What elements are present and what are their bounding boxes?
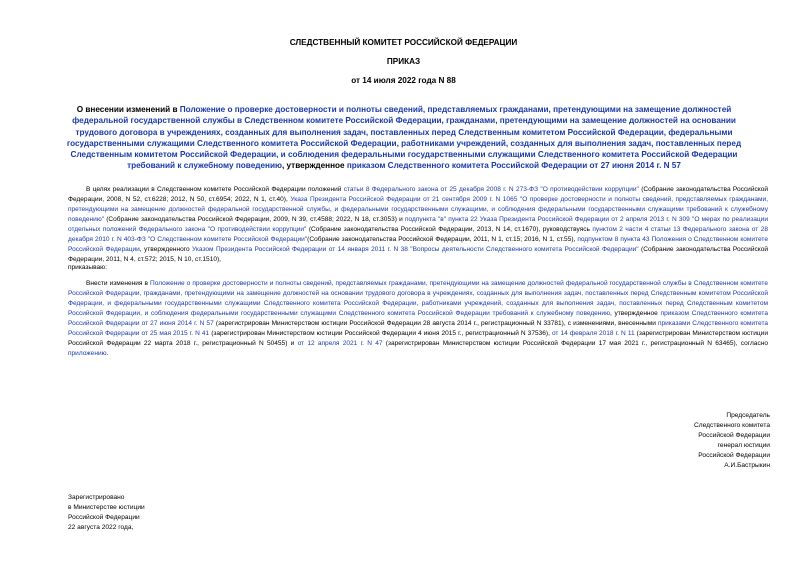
orders-word: приказываю: — [68, 264, 107, 271]
order-text: Внести изменения в — [86, 280, 151, 287]
registration-line: Зарегистрировано — [68, 494, 125, 501]
title-prefix: О внесении изменений в — [76, 105, 180, 114]
link-ukaz-1065[interactable]: Указа Президента Российской Федерации от 21 сентября 2009 г. N 1065 "О проверке достоверности и полноты сведений, представляемых гражданами, претендующими на замещение должностей федеральной государственной службы, и федеральными государственными служащими, и соблюдения федеральными государственными служащими требований к служебному поведению" — [68, 196, 769, 223]
signature-line: Следственного комитета — [694, 422, 770, 430]
registration-line: Российской Федерации — [68, 514, 140, 522]
link-fz-273[interactable]: статьи 8 Федерального закона от 25 декабря 2008 г. N 273-ФЗ "О противодействии коррупции" — [343, 186, 639, 193]
preamble-text: , утвержденного — [139, 246, 193, 253]
signature-block — [640, 411, 770, 472]
preamble-text: (Собрание законодательства Российской Федерации, 2011, N 1, ст.15; 2016, N 1, ст.55), — [307, 236, 578, 243]
registration-line: в Министерстве юстиции — [68, 504, 145, 512]
registration-date: 22 августа 2022 года, — [68, 524, 134, 532]
link-order-11[interactable]: от 14 февраля 2018 г. N 11 — [551, 330, 635, 337]
preamble-text: (Собрание законодательства Российской Федерации, 2008, N 52, ст.6228; 2012, N 50, ст.6954; 2022, N 1, ст.40), — [68, 186, 769, 203]
link-fz-403[interactable]: пунктом 2 части 4 статьи 13 Федерального закона от 28 декабря 2010 г. N 403-ФЗ "О Следственном комитете Российской Федерации" — [68, 226, 768, 243]
link-appendix[interactable]: приложению — [68, 350, 107, 357]
order-text: (зарегистрирован Министерством юстиции Российской Федерации 17 мая 2021 г., регистрационный N 63465), согласно — [382, 340, 768, 347]
document-title — [58, 104, 750, 172]
order-text: , утвержденное — [610, 310, 661, 317]
order-text: . — [106, 350, 109, 357]
link-ukaz-38[interactable]: Указом Президента Российской Федерации от 14 января 2011 г. N 38 "Вопросы деятельности Следственного комитета Российской Федерации" — [192, 246, 639, 253]
document-date-number: от 14 июля 2022 года N 88 — [351, 76, 456, 85]
link-regulation[interactable]: Положение о проверке достоверности и полноты сведений, представляемых гражданами, претендующими на замещение должностей федеральной государственной службы в Следственном комитете Российской Федерации, гражданами, претендующими на замещение должностей на основании трудового договора в учреждениях, созданных для выполнения задач, поставленных перед Следственным комитетом Российской Федерации, и федеральными государственными служащими Следственного комитета Российской Федерации, работниками учреждений, созданных для выполнения задач, поставленных перед Следственным комитетом Российской Федерации, и соблюдения федеральными государственными служащими Следственного комитета Российской Федерации требований к служебному поведению — [68, 280, 768, 317]
title-mid: , утвержденное — [281, 161, 347, 171]
signature-line: Председатель — [726, 412, 770, 419]
link-order-47[interactable]: от 12 апреля 2021 г. N 47 — [297, 340, 383, 347]
document-type: ПРИКАЗ — [386, 57, 421, 66]
organization-name: СЛЕДСТВЕННЫЙ КОМИТЕТ РОССИЙСКОЙ ФЕДЕРАЦИИ — [289, 38, 518, 47]
signatory-name: А.И.Бастрыкин — [724, 462, 770, 470]
link-ukaz-309[interactable]: подпункта "в" пункта 22 Указа Президента Российской Федерации от 2 апреля 2013 г. N 309 "О мерах по реализации отдельных положений Федерального закона "О противодействии коррупции" — [68, 216, 768, 233]
registration-block — [68, 493, 268, 533]
order-text: (зарегистрирован Министерством юстиции Российской Федерации 22 марта 2018 г., регистрационный N 50455) и — [68, 330, 768, 347]
title-link-order[interactable]: приказом Следственного комитета Российской Федерации от 27 июня 2014 г. N 57 — [346, 161, 681, 171]
order-paragraph — [68, 279, 768, 359]
preamble-paragraph — [68, 185, 768, 265]
preamble-text: (Собрание законодательства Российской Федерации, 2013, N 14, ст.1670), руководствуясь — [306, 226, 593, 233]
preamble-text: (Собрание законодательства Российской Федерации, 2011, N 4, ст.572; 2015, N 10, ст.1510), — [68, 246, 769, 263]
link-order-41[interactable]: приказами Следственного комитета Российской Федерации от 25 мая 2015 г. N 41 — [68, 320, 769, 337]
signature-line: Российской Федерации — [698, 452, 770, 460]
preamble-text: В целях реализации в Следственном комитете Российской Федерации положений — [86, 186, 344, 193]
preamble-text: (Собрание законодательства Российской Федерации, 2009, N 39, ст.4588; 2022, N 18, ст.3053) и — [104, 216, 405, 223]
title-link-regulation[interactable]: Положение о проверке достоверности и полноты сведений, представляемых гражданами, претендующими на замещение должностей федеральной государственной службы в Следственном комитете Российской Федерации, гражданами, претендующими на замещение должностей на основании трудового договора в учреждениях, созданных для выполнения задач, поставленных перед Следственным комитетом Российской Федерации, федеральными государственными служащими Следственного комитета Российской Федерации, работниками учреждений, созданных для выполнения задач, поставленных перед Следственным комитетом Российской Федерации, и соблюдения федеральными государственными служащими Следственного комитета Российской Федерации требований к служебному поведению — [66, 105, 742, 171]
link-order-57[interactable]: приказом Следственного комитета Российской Федерации от 27 июня 2014 г. N 57 — [68, 310, 769, 327]
order-text: (зарегистрирован Министерством юстиции Российской Федерации 4 июня 2015 г., регистрационный N 37536), — [209, 330, 552, 337]
order-text: (зарегистрирован Министерством юстиции Российской Федерации 28 августа 2014 г., регистрационный N 33781), с изменениями, внесенными — [213, 320, 658, 327]
signature-line: Российской Федерации — [698, 432, 770, 440]
link-polozhenie-43[interactable]: подпунктом 8 пункта 43 Положения о Следственном комитете Российской Федерации — [68, 236, 768, 253]
signature-line: генерал юстиции — [717, 442, 770, 450]
